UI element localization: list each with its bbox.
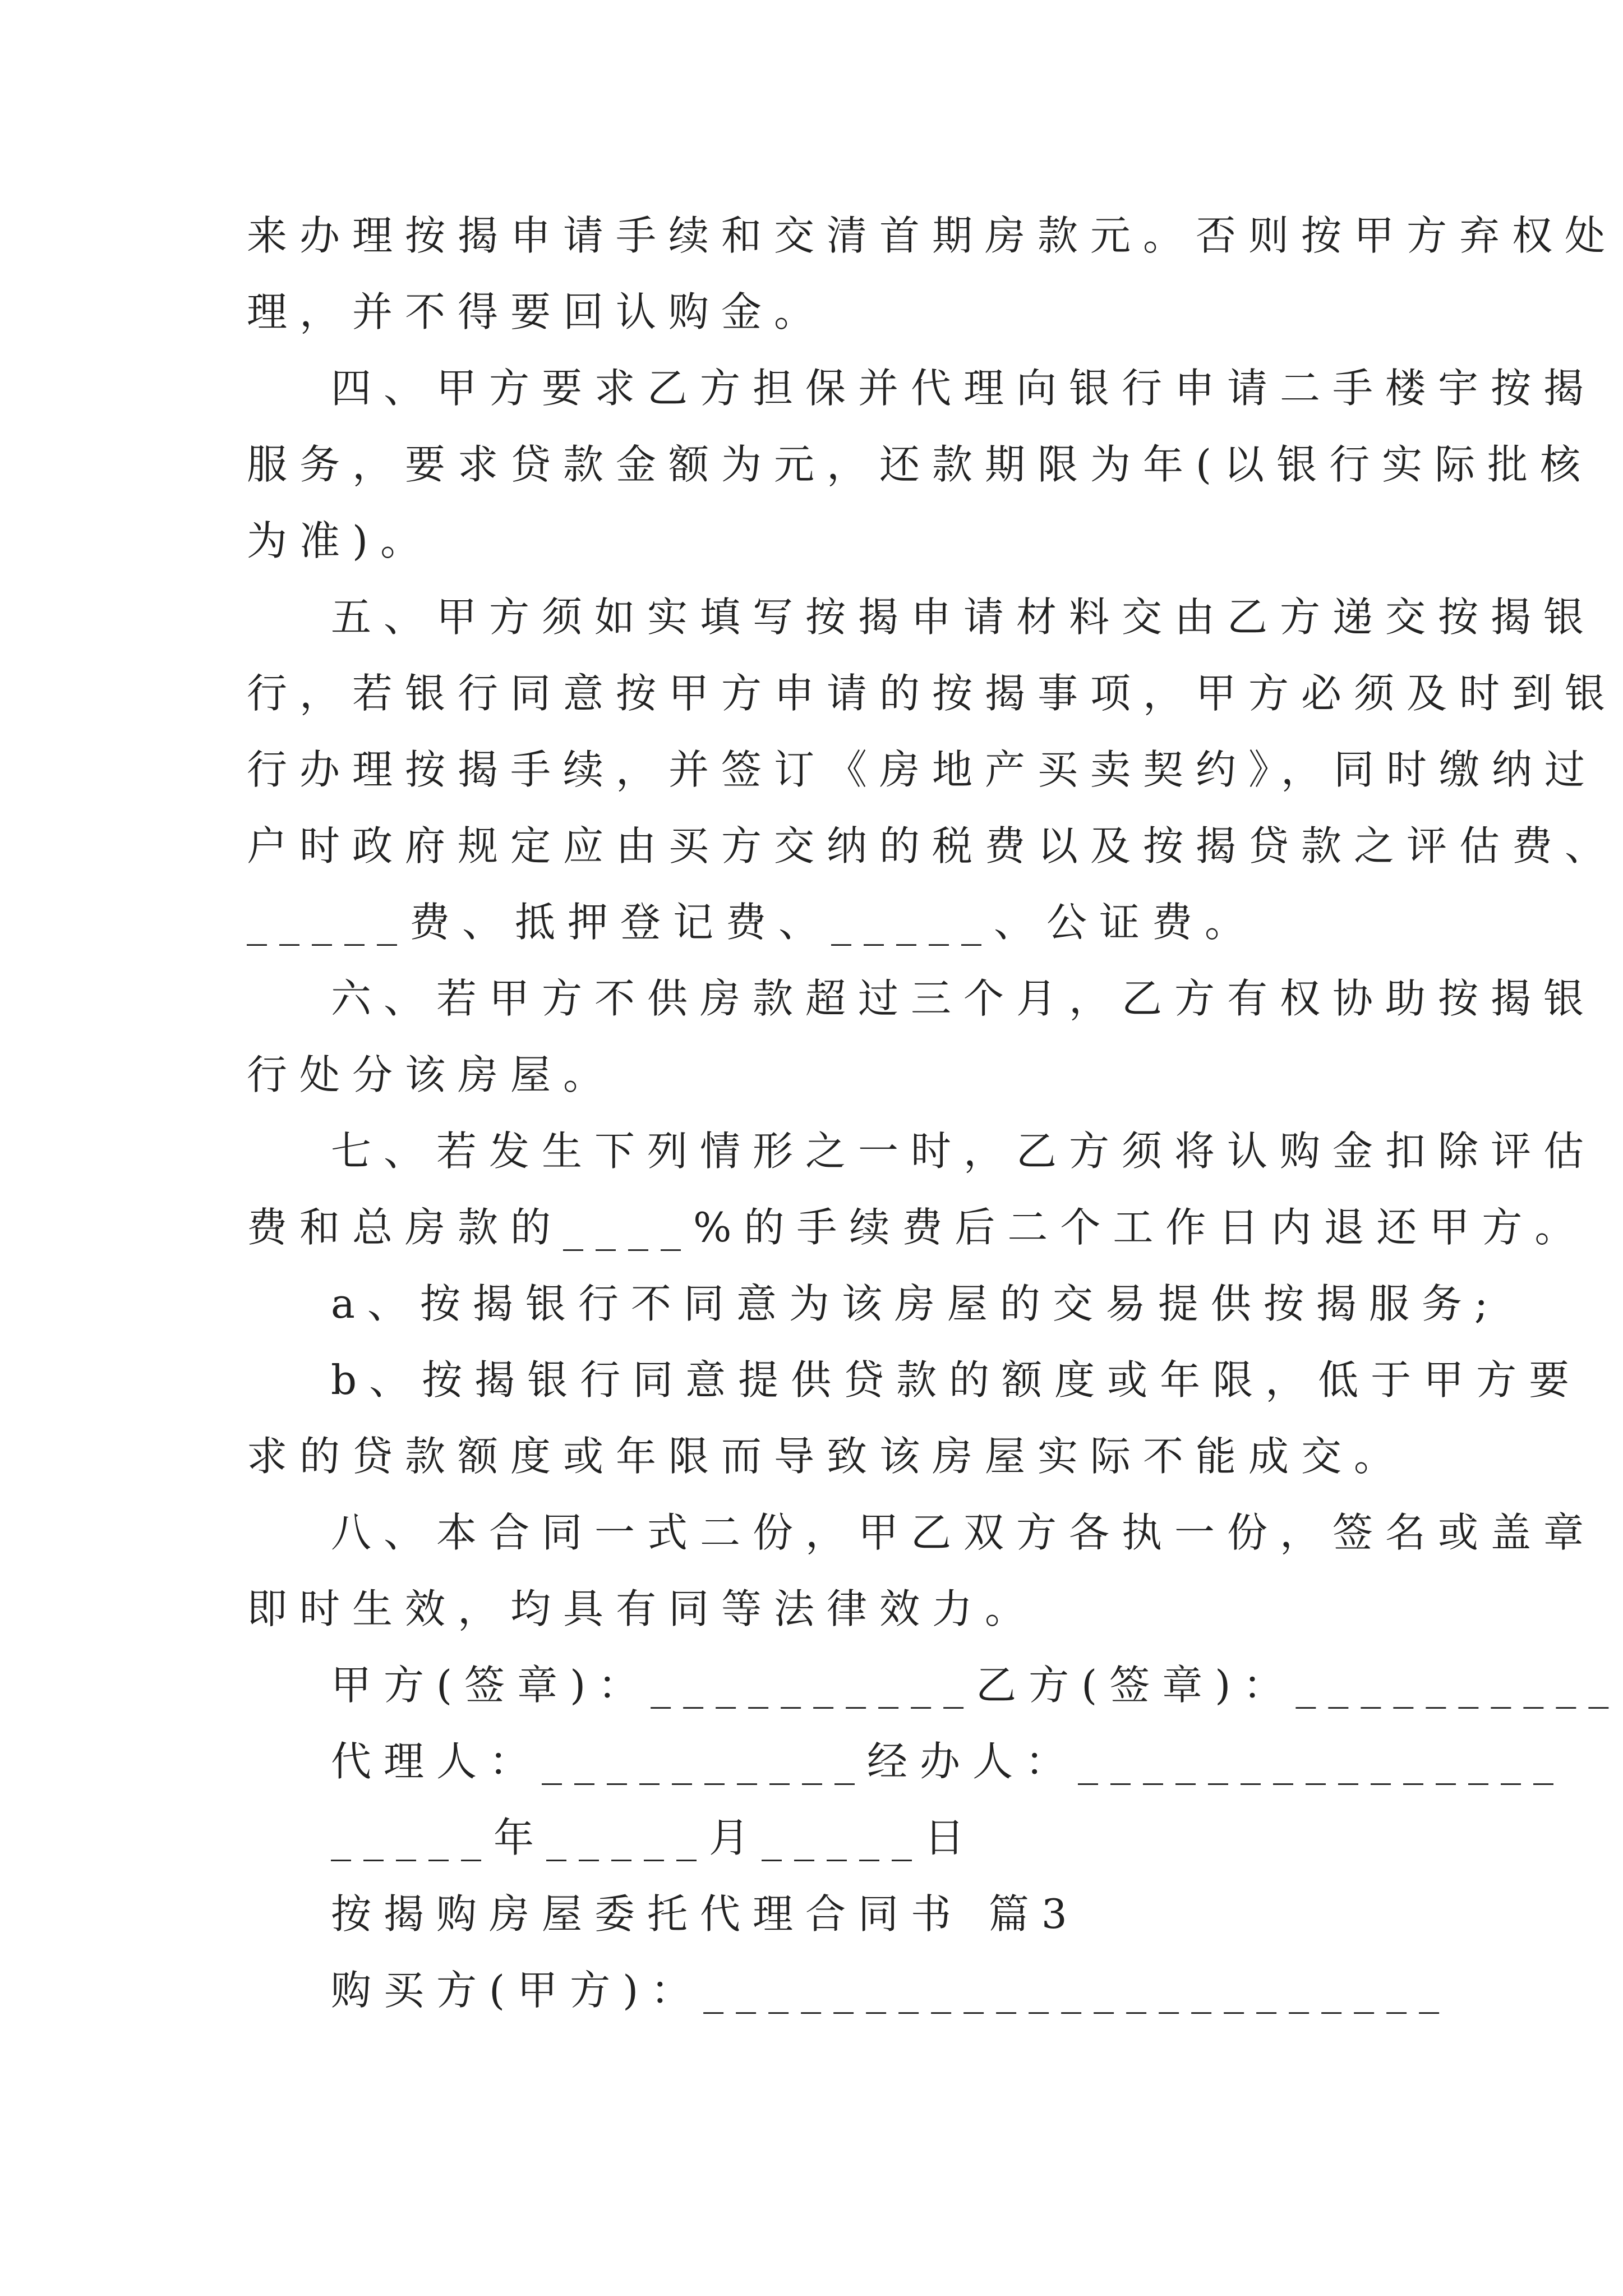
clause-five-line-2: 行，若银行同意按甲方申请的按揭事项，甲方必须及时到银 bbox=[247, 670, 1618, 717]
clause-four-line-2: 服务，要求贷款金额为元，还款期限为年(以银行实际批核 bbox=[247, 441, 1593, 488]
agent-line: 代理人：__________经办人：_______________ bbox=[331, 1738, 1566, 1785]
section-heading: 按揭购房屋委托代理合同书 篇3 bbox=[331, 1890, 1080, 1938]
clause-six-line-1: 六、若甲方不供房款超过三个月，乙方有权协助按揭银 bbox=[331, 975, 1597, 1022]
clause-seven-item-b-line-2: 求的贷款额度或年限而导致该房屋实际不能成交。 bbox=[247, 1433, 1407, 1480]
clause-seven-line-2: 费和总房款的____%的手续费后二个工作日内退还甲方。 bbox=[247, 1204, 1588, 1251]
date-line: _____年_____月_____日 bbox=[331, 1814, 977, 1861]
clause-seven-item-b-line-1: b、按揭银行同意提供贷款的额度或年限，低于甲方要 bbox=[331, 1356, 1582, 1404]
clause-eight-line-2: 即时生效，均具有同等法律效力。 bbox=[247, 1585, 1038, 1632]
clause-eight-line-1: 八、本合同一式二份，甲乙双方各执一份，签名或盖章 bbox=[331, 1509, 1597, 1556]
clause-four-line-3: 为准)。 bbox=[247, 517, 434, 564]
clause-five-line-5: _____费、抵押登记费、_____、公证费。 bbox=[247, 899, 1258, 946]
clause-five-line-4: 户时政府规定应由买方交纳的税费以及按揭贷款之评估费、 bbox=[247, 822, 1618, 869]
text-line-2: 理，并不得要回认购金。 bbox=[247, 288, 827, 335]
clause-four-line-1: 四、甲方要求乙方担保并代理向银行申请二手楼宇按揭 bbox=[331, 365, 1597, 412]
clause-six-line-2: 行处分该房屋。 bbox=[247, 1051, 616, 1098]
clause-seven-item-a: a、按揭银行不同意为该房屋的交易提供按揭服务; bbox=[331, 1280, 1501, 1327]
buyer-line: 购买方(甲方)：_______________________ bbox=[331, 1967, 1452, 2014]
text-line-1: 来办理按揭申请手续和交清首期房款元。否则按甲方弃权处 bbox=[247, 212, 1618, 259]
clause-seven-line-1: 七、若发生下列情形之一时，乙方须将认购金扣除评估 bbox=[331, 1128, 1597, 1175]
clause-five-line-3: 行办理按揭手续，并签订《房地产买卖契约》，同时缴纳过 bbox=[247, 746, 1598, 793]
clause-five-line-1: 五、甲方须如实填写按揭申请材料交由乙方递交按揭银 bbox=[331, 593, 1597, 641]
signature-party-line: 甲方(签章)：__________乙方(签章)：__________ bbox=[331, 1662, 1621, 1709]
